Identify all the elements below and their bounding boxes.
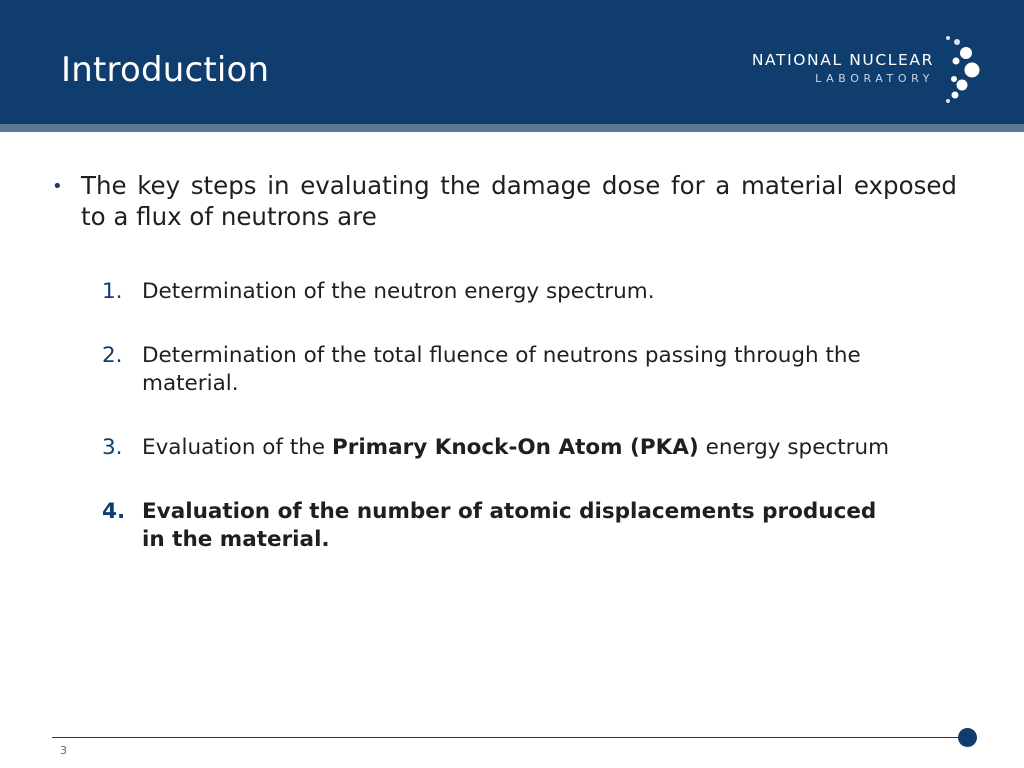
step-text-segment: Determination of the neutron energy spectrum.: [142, 279, 655, 304]
step-text: [142, 279, 655, 304]
footer-rule: [52, 737, 964, 738]
step-item: [52, 498, 897, 554]
logo-wordmark-line2: LABORATORY: [815, 72, 934, 85]
steps-list: [52, 278, 957, 554]
bullet-icon: •: [52, 176, 63, 197]
intro-bullet-text: The key steps in evaluating the damage dose for a material exposed to a flux of neutrons are: [81, 171, 957, 231]
step-number: 4.: [102, 499, 126, 524]
step-text-bold: Primary Knock-On Atom (PKA): [331, 435, 699, 460]
step-text: [142, 343, 861, 396]
logo-wordmark-line1: NATIONAL NUCLEAR: [751, 51, 934, 69]
footer-dot-icon: [958, 728, 977, 747]
step-number: 1.: [102, 279, 123, 304]
step-item: [52, 434, 897, 462]
step-text-segment: Determination of the total fluence of neutrons passing through the material.: [142, 343, 861, 396]
national-nuclear-laboratory-logo: [720, 34, 982, 106]
step-number: 2.: [102, 343, 123, 368]
step-item: [52, 342, 897, 398]
intro-bullet: [52, 170, 957, 232]
step-text-segment: Evaluation of the: [142, 435, 332, 460]
step-text: [142, 499, 876, 552]
header-stripe: [0, 124, 1024, 132]
step-text-segment: energy spectrum: [698, 435, 890, 460]
step-text: [142, 435, 889, 460]
step-item: [52, 278, 897, 306]
slide-body: [52, 170, 957, 590]
page-number: 3: [60, 744, 67, 757]
step-number: 3.: [102, 435, 123, 460]
step-text-bold: Evaluation of the number of atomic displacements produced in the material.: [142, 499, 877, 552]
slide-title: Introduction: [61, 50, 270, 90]
logo-dots-icon: [932, 34, 982, 106]
